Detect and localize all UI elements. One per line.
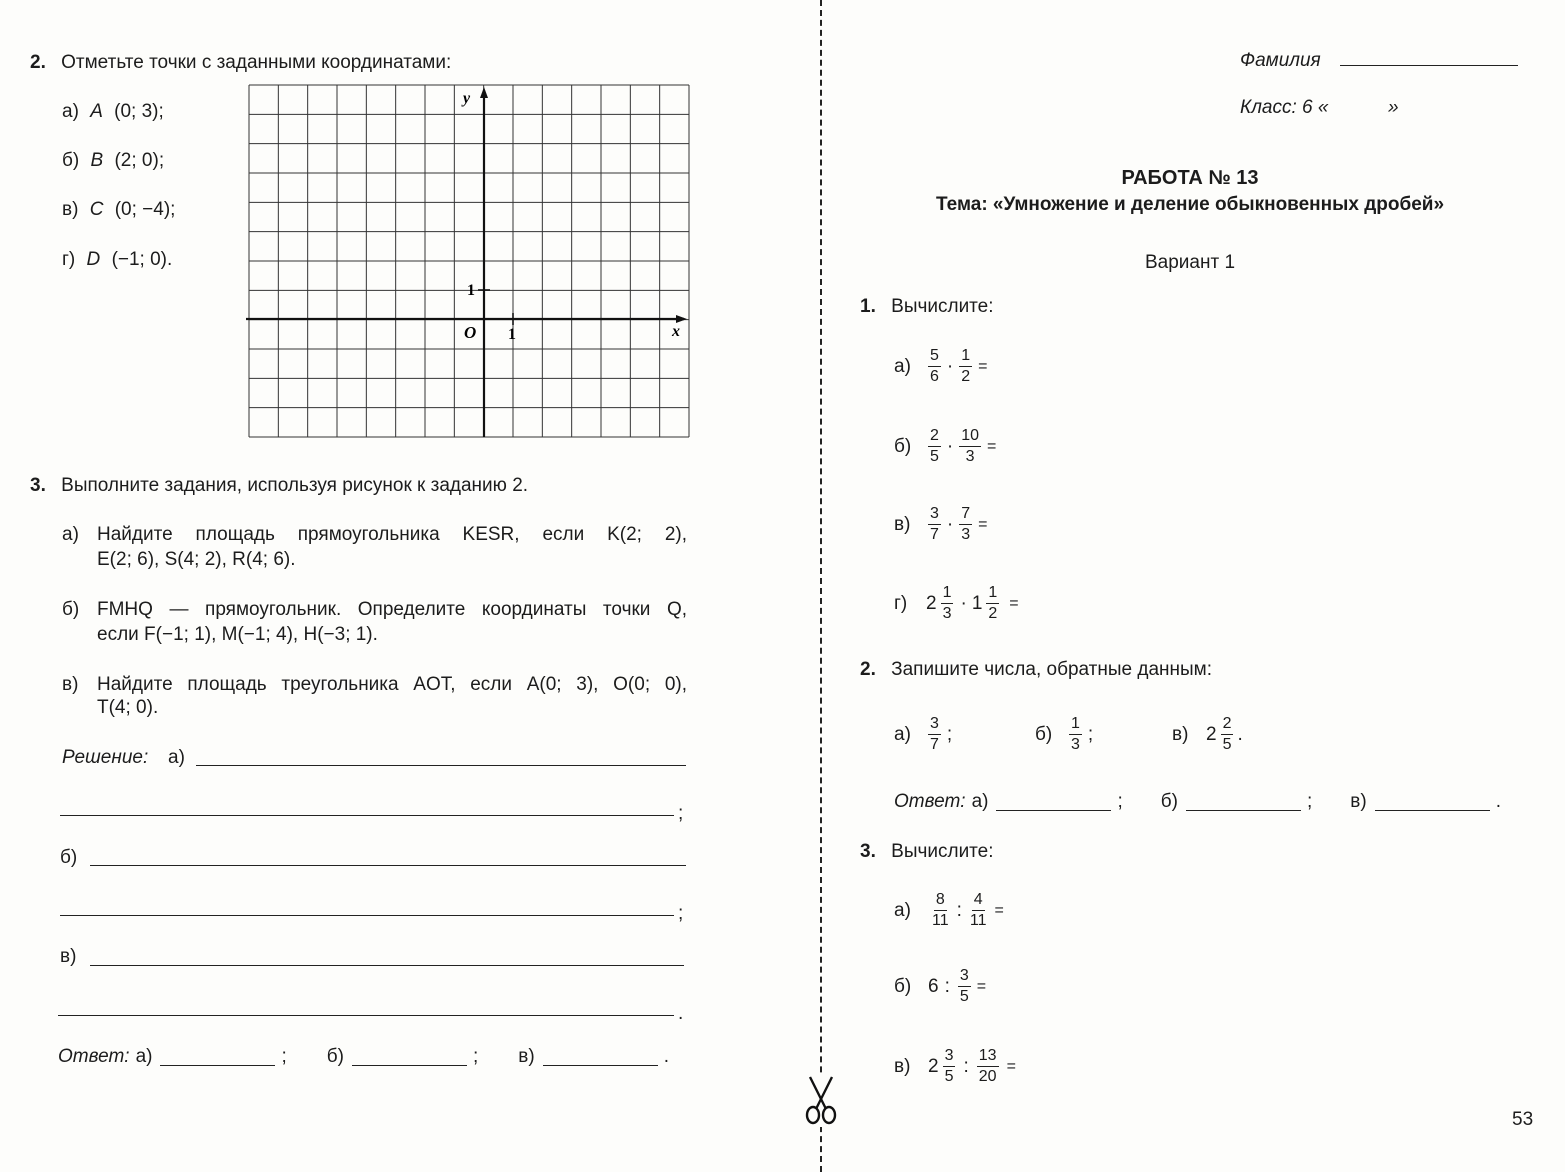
- r-task1-b: б) $\frac{2}{5}$ · $\frac{10}{3}$ =: [894, 427, 997, 465]
- point-item: в) C (0; −4);: [62, 199, 176, 220]
- answer-b-input[interactable]: [352, 1051, 467, 1066]
- r-task1-v: в) $\frac{3}{7}$ · $\frac{7}{3}$ =: [894, 505, 988, 543]
- task3-v-label: в): [62, 674, 79, 695]
- x-axis-arrow-icon: [676, 315, 687, 323]
- y-axis-label: y: [463, 90, 471, 107]
- grid-lines: [249, 85, 689, 437]
- fraction: $\frac{13}{20}$: [978, 1047, 997, 1085]
- y-unit-label: 1: [467, 282, 475, 299]
- task-text: Отметьте точки с заданными координатами:: [61, 52, 452, 73]
- work-title: РАБОТА № 13: [1121, 167, 1259, 189]
- r-task2-heading: 2. Запишите числа, обратные данным:: [860, 659, 1212, 680]
- solution-a-label: а): [168, 747, 185, 768]
- solution-v-line-2[interactable]: [58, 1015, 674, 1016]
- r-task1-g: г) 2 $\frac{1}{3}$ · 1 $\frac{1}{2}$ =: [894, 584, 1019, 622]
- solution-v-label: в): [60, 946, 77, 967]
- fraction: $\frac{1}{3}$: [1071, 715, 1080, 753]
- cut-line: [820, 0, 822, 1172]
- answer-a-label: а): [135, 1046, 153, 1067]
- answer-a-input[interactable]: [160, 1051, 275, 1066]
- fraction: $\frac{2}{5}$: [1222, 715, 1232, 753]
- class-label: Класс: 6 «: [1240, 97, 1329, 118]
- y-axis-arrow-icon: [480, 87, 488, 98]
- work-topic: Тема: «Умножение и деление обыкновенных дробей»: [935, 194, 1445, 215]
- r-task3-b: б) 6 : $\frac{3}{5}$ =: [894, 967, 987, 1005]
- fraction: $\frac{1}{3}$: [942, 584, 952, 622]
- r-task2-a: а) $\frac{3}{7}$ ;: [894, 715, 953, 753]
- r-answer-b-input[interactable]: [1186, 796, 1301, 811]
- r-answer-a-input[interactable]: [996, 796, 1111, 811]
- x-unit-label: 1: [508, 326, 516, 343]
- point-item: б) B (2; 0);: [62, 150, 165, 171]
- fraction: $\frac{1}{2}$: [988, 584, 998, 622]
- answer-v-input[interactable]: [543, 1051, 658, 1066]
- solution-a-semicolon: ;: [678, 803, 684, 824]
- task3-a-line1: Найдите площадь прямоугольника KESR, если K(2; 2),: [97, 524, 687, 545]
- fraction: $\frac{1}{2}$: [961, 347, 971, 385]
- task3-b-label: б): [62, 599, 80, 620]
- task3-v-line1: Найдите площадь треугольника AOT, если A(0; 3), O(0; 0),: [97, 674, 687, 695]
- r-answer-v-input[interactable]: [1375, 796, 1490, 811]
- r-task2-b: б) $\frac{1}{3}$ ;: [1035, 715, 1094, 753]
- solution-b-semicolon: ;: [678, 903, 684, 924]
- surname-label: Фамилия: [1240, 50, 1321, 71]
- task2-heading: [30, 53, 451, 72]
- scissors-icon: [800, 1075, 842, 1127]
- page-number: 53: [1512, 1109, 1534, 1130]
- fraction: $\frac{3}{5}$: [944, 1047, 954, 1085]
- task3-heading: [30, 476, 528, 495]
- solution-b-line-2[interactable]: [60, 915, 674, 916]
- answer-b-label: б): [326, 1046, 344, 1067]
- solution-v-line[interactable]: [90, 965, 684, 966]
- point-item: г) D (−1; 0).: [62, 249, 173, 270]
- class-close: »: [1388, 97, 1399, 118]
- r-task3-heading: 3. Вычислите:: [860, 841, 994, 862]
- task3-b-line2: если F(−1; 1), M(−1; 4), H(−3; 1).: [97, 624, 378, 645]
- task3-b-line1: FMHQ — прямоугольник. Определите координаты точки Q,: [97, 599, 687, 620]
- r-task2-v: в) 2 $\frac{2}{5}$ .: [1172, 715, 1243, 753]
- answer-row: Ответ: а) ; б) ; в) .: [58, 1046, 669, 1067]
- solution-b-line[interactable]: [90, 865, 686, 866]
- task3-a-line2: E(2; 6), S(4; 2), R(4; 6).: [97, 549, 296, 570]
- answer-label: Ответ:: [894, 791, 966, 812]
- solution-a-line[interactable]: [196, 765, 686, 766]
- coordinate-grid[interactable]: [246, 84, 692, 440]
- r-task3-a: а) $\frac{8}{11}$ : $\frac{4}{11}$ =: [894, 891, 1004, 929]
- task-number: 2.: [30, 52, 46, 73]
- fraction: $\frac{10}{3}$: [961, 427, 980, 465]
- answer-label: Ответ:: [58, 1046, 130, 1067]
- fraction: $\frac{7}{3}$: [961, 505, 971, 543]
- solution-b-label: б): [60, 847, 78, 868]
- solution-label: Решение:: [62, 747, 149, 768]
- fraction: $\frac{2}{5}$: [930, 427, 939, 465]
- fraction: $\frac{4}{11}$: [969, 891, 987, 929]
- fraction: $\frac{3}{5}$: [959, 967, 969, 1005]
- solution-v-period: .: [678, 1003, 684, 1024]
- answer-v-label: в): [518, 1046, 535, 1067]
- solution-a-line-2[interactable]: [60, 815, 674, 816]
- task3-v-line2: T(4; 0).: [97, 697, 159, 718]
- origin-label: O: [464, 323, 477, 342]
- task-text: Выполните задания, используя рисунок к заданию 2.: [61, 475, 529, 496]
- fraction: $\frac{5}{6}$: [930, 347, 939, 385]
- fraction: $\frac{8}{11}$: [932, 891, 949, 929]
- task-number: 3.: [30, 475, 46, 496]
- fraction: $\frac{3}{7}$: [930, 715, 939, 753]
- task3-a-label: а): [62, 524, 79, 545]
- r-task3-v: в) 2 $\frac{3}{5}$ : $\frac{13}{20}$ =: [894, 1047, 1016, 1085]
- variant-label: Вариант 1: [1144, 252, 1236, 273]
- r-answer-row: Ответ: а) ; б) ; в) .: [894, 791, 1501, 812]
- r-task1-heading: 1. Вычислите:: [860, 296, 994, 317]
- x-axis-label: x: [672, 323, 680, 340]
- surname-input[interactable]: [1340, 65, 1518, 66]
- r-task1-a: а) $\frac{5}{6}$ · $\frac{1}{2}$ =: [894, 347, 988, 385]
- fraction: $\frac{3}{7}$: [930, 505, 939, 543]
- point-item: а) A (0; 3);: [62, 101, 164, 122]
